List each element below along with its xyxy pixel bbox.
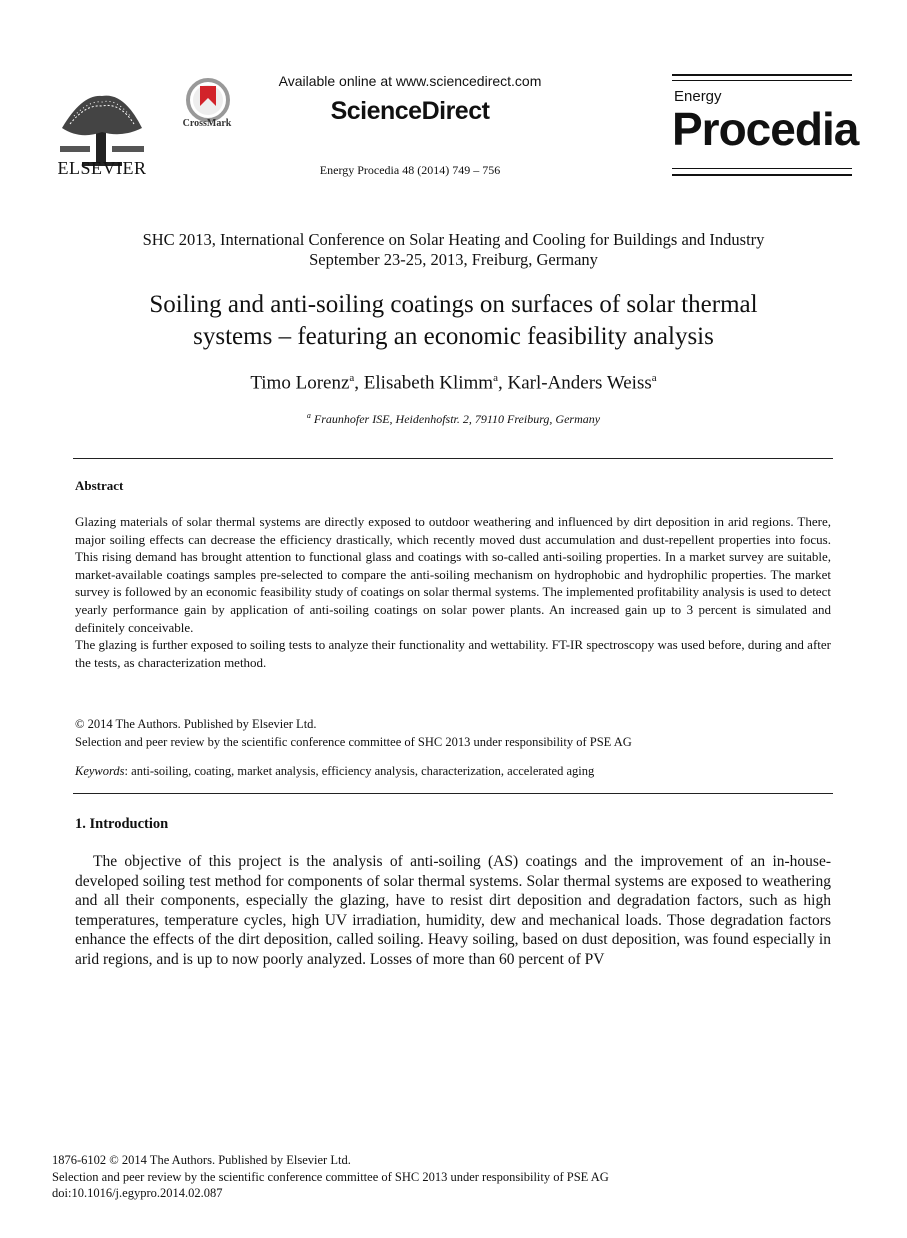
title-line-1: Soiling and anti-soiling coatings on surfaces of solar thermal: [149, 291, 758, 318]
conference-line-1: SHC 2013, International Conference on Solar Heating and Cooling for Buildings and Industry: [142, 230, 765, 249]
page-footer: [52, 1152, 832, 1202]
abstract-body: [75, 513, 831, 671]
title-line-2: systems – featuring an economic feasibility analysis: [193, 323, 714, 350]
author-affil-mark: a: [651, 372, 657, 384]
author-affil-mark: a: [493, 372, 498, 384]
author-name: Elisabeth Klimm: [363, 372, 494, 394]
paper-title: [40, 289, 867, 353]
keywords: [75, 764, 831, 779]
energy-procedia-logo: [672, 74, 859, 178]
journal-logo-energy: Energy: [674, 88, 722, 105]
abstract-paragraph-2: The glazing is further exposed to soiling tests to analyze their functionality and wettability. FT-IR spectroscopy was used before, during and after the tests, as characterization method.: [75, 637, 831, 670]
author-name: Karl-Anders Weiss: [507, 372, 652, 394]
divider-top: [73, 458, 833, 459]
keywords-list: : anti-soiling, coating, market analysis, efficiency analysis, characterization, accelerated aging: [124, 764, 595, 778]
sciencedirect-logo: ScienceDirect: [330, 97, 490, 125]
footer-doi[interactable]: doi:10.1016/j.egypro.2014.02.087: [52, 1186, 223, 1200]
footer-issn-copyright: 1876-6102 © 2014 The Authors. Published by Elsevier Ltd.: [52, 1153, 351, 1167]
abstract-paragraph-1: Glazing materials of solar thermal systems are directly exposed to outdoor weathering and influenced by dirt deposition in arid regions. There, major soiling effects can decrease the efficiency drastically, which recently moved dust accumulation and dust-repellent properties into focus. This rising demand has brought attention to functional glass and coatings with so-called anti-soiling properties. In a market survey are suitable, market-available coatings samples pre-selected to compare the anti-soiling mechanism on hydrophobic and hydrophilic properties. The market survey is followed by an economic feasibility study of coatings on solar thermal systems. The implemented profitability analysis is used to detect yearly performance gain by application of anti-soiling coatings on solar power plants. An increased gain up to 3 percent is simulated and definitely conceivable.: [75, 514, 831, 635]
journal-reference: Energy Procedia 48 (2014) 749 – 756: [319, 163, 501, 177]
journal-logo-procedia: Procedia: [672, 103, 859, 155]
affiliation: [40, 411, 867, 427]
author-separator: ,: [497, 372, 508, 394]
author-name: Timo Lorenz: [250, 372, 350, 394]
copyright-line: © 2014 The Authors. Published by Elsevier Ltd.: [75, 717, 317, 731]
footer-peer-review: Selection and peer review by the scientific conference committee of SHC 2013 under responsibility of PSE AG: [52, 1169, 609, 1184]
publisher-name: ELSEVIER: [57, 158, 147, 178]
divider-bottom: [73, 793, 833, 794]
crossmark-label: CrossMark: [182, 118, 232, 129]
section-heading-introduction: 1. Introduction: [75, 816, 169, 832]
affiliation-mark: a: [306, 411, 311, 420]
peer-review-line: Selection and peer review by the scientific conference committee of SHC 2013 under responsibility of PSE AG: [75, 735, 632, 749]
keywords-label: Keywords: [75, 764, 125, 778]
affiliation-text: Fraunhofer ISE, Heidenhofstr. 2, 79110 Freiburg, Germany: [313, 412, 601, 426]
abstract-heading: Abstract: [75, 478, 124, 493]
conference-line-2: September 23-25, 2013, Freiburg, Germany: [309, 250, 598, 269]
conference-info: [40, 230, 867, 270]
rights-statement: [75, 715, 831, 751]
author-separator: ,: [354, 372, 364, 394]
author-list: [40, 372, 867, 394]
available-online-text[interactable]: Available online at www.sciencedirect.com: [278, 73, 542, 89]
introduction-body: The objective of this project is the analysis of anti-soiling (AS) coatings and the improvement of an in-house-developed soiling test method for components of solar thermal systems. Solar thermal systems are exposed to weathering and all their components, especially the glazing, have to resist dirt deposition and degradation factors, such as high temperatures, temperature cycles, high UV irradiation, humidity, dew and mechanical loads. Those degradation factors enhance the effects of the dirt deposition, called soiling. Heavy soiling, based on dust deposition, was found especially in arid regions, and is up to now poorly analyzed. Losses of more than 60 percent of PV: [75, 853, 831, 968]
author-affil-mark: a: [349, 372, 355, 384]
